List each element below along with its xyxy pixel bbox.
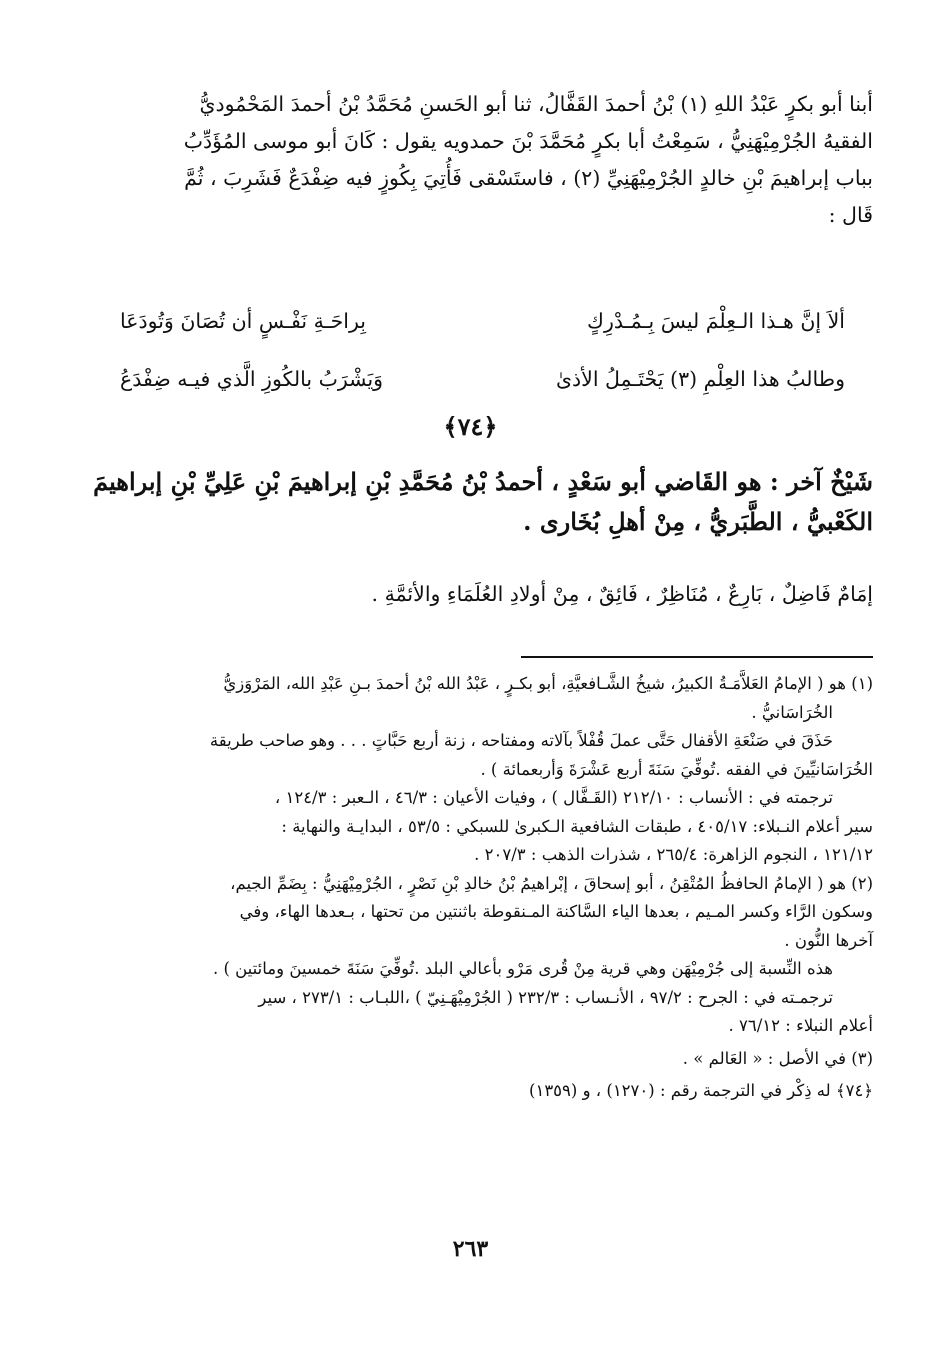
footnote-line: (٢) هو ( الإمامُ الحافظُ المُتْقِنُ ، أبو إسحاقَ ، إبْراهيمُ بْنُ خالدِ بْنِ نَصْرٍ ، الجُرْمِيْهَنِيُّ : بِضَمِّ الجيم،: [230, 873, 873, 893]
page-number: ٢٦٣: [452, 1236, 489, 1262]
poem: [120, 292, 845, 408]
main-line: بباب إبراهيمَ بْنِ خالدٍ الجُرْمِيْهَنِيِّ (٢) ، فاستَسْقى فَأُتِيَ بِكُوزٍ فيه ضِفْدَعٌ فَشَرِبَ ، ثُمَّ: [184, 166, 873, 190]
footnote-line: (٣) في الأصل : « العَالم » .: [682, 1048, 873, 1068]
footnote-line: الخُرَاسَانيِّينَ في الفقه .تُوفِّيَ سَنَةَ أربع عَشْرَةَ وَأربعمائة ) .: [480, 759, 873, 779]
verse-second-hemistich: وَيَشْرَبُ بالكُوزِ الَّذي فيـه ضِفْدَعُ: [120, 367, 384, 391]
verse-first-hemistich: ألاَ إنَّ هـذا الـعِلْمَ ليسَ بِـمُـدْرِكٍ: [587, 309, 845, 333]
footnote-line: ﴿٧٤﴾ له ذِكْر في الترجمة رقم : (١٢٧٠) ، و (١٣٥٩): [529, 1081, 873, 1100]
main-line: قَال :: [828, 203, 873, 227]
footnote-line: ترجمته في : الأنساب : ٢١٢/١٠ (القَـفَّال ) ، وفيات الأعيان : ٤٦/٣ ، الـعبر : ١٢٤/٣ ،: [274, 788, 833, 807]
entry-heading-line: شَيْخٌ آخر : هو القَاضي أبو سَعْدٍ ، أحمدُ بْنُ مُحَمَّدِ بْنِ إبراهيمَ بْنِ عَلِيِّ بْنِ إبراهيمَ: [93, 467, 873, 496]
entry-heading-line: الكَعْبيُّ ، الطَّبَريُّ ، مِنْ أهلِ بُخَارى .: [523, 507, 873, 536]
verse-second-hemistich: بِراحَـةِ نَفْـسٍ أن تُصَانَ وَتُودَعَا: [120, 309, 366, 333]
footnote-line: حَذَقَ في صَنْعَةِ الأقفال حَتَّى عملَ قُفْلاً بآلاته ومفتاحه ، زنة أربع حَبَّاتٍ . . . وهو صاحب طريقة: [209, 731, 833, 750]
main-line: أبنا أبو بكرٍ عَبْدُ اللهِ (١) بْنُ أحمدَ القَفَّالُ، ثنا أبو الحَسنِ مُحَمَّدُ بْنُ أحمدَ المَحْمُوديُّ: [199, 92, 873, 116]
main-text: [80, 86, 873, 234]
verse-first-hemistich: وطالبُ هذا العِلْمِ (٣) يَحْتَـمِلُ الأذىٰ: [555, 367, 845, 391]
footnote-line: سير أعلام النـبلاء: ٤٠٥/١٧ ، طبقات الشافعية الـكبرىٰ للسبكي : ٥٣/٥ ، البدايـة والنهاية :: [281, 816, 873, 836]
footnote-line: ترجمـته في : الجرح : ٩٧/٢ ، الأنـساب : ٢٣٢/٣ ( الجُرْمِيْهَـنِيّ ) ،اللبـاب : ٢٧٣/١ ، سير: [258, 987, 833, 1007]
footnote-separator: [521, 656, 873, 658]
entry-description: إمَامٌ فَاضِلٌ ، بَارِعٌ ، مُنَاظِرٌ ، فَائِقٌ ، مِنْ أولادِ العُلَمَاءِ والأئمَّةِ .: [371, 582, 873, 606]
footnote-line: أعلام النبلاء : ٧٦/١٢ .: [728, 1016, 873, 1035]
poem-verse: [120, 350, 845, 408]
footnote-line: وسكون الرَّاء وكسر المـيم ، بعدها الياء السَّاكنة المـنقوطة باثنتين من تحتها ، بـعدها الهاء، وفي: [239, 902, 873, 921]
main-line: الفقيهُ الجُرْمِيْهَنِيُّ ، سَمِعْتُ أبا بكرٍ مُحَمَّدَ بْنَ حمدويه يقول : كَانَ أبو موسى المُؤَدِّبُ: [183, 129, 873, 153]
poem-verse: [120, 292, 845, 350]
footnotes: [72, 670, 873, 1106]
footnote-line: ١٢١/١٢ ، النجوم الزاهرة: ٢٦٥/٤ ، شذرات الذهب : ٢٠٧/٣ .: [474, 845, 873, 864]
footnote-line: هذه النِّسبة إلى جُرْمِيْهَن وهي قرية مِنْ قُرى مَرْو بأعالي البلد .تُوفِّيَ سَنَةَ خمسينَ ومائتين ) .: [212, 959, 833, 978]
footnote-line: الخُرَاسَانيُّ .: [751, 702, 833, 722]
footnote-line: آخرها النُّون .: [784, 930, 873, 950]
entry-number-marker: ﴿٧٤﴾: [443, 412, 498, 441]
footnote-line: (١) هو ( الإمامُ العَلاَّمَـةُ الكبيرُ، شيخُ الشَّـافعيَّةِ، أبو بكـرٍ ، عَبْدُ الله بْنُ أحمدَ بـنِ عَبْدِ الله، المَرْوَزيُّ: [223, 674, 873, 693]
entry-heading: [78, 462, 873, 542]
